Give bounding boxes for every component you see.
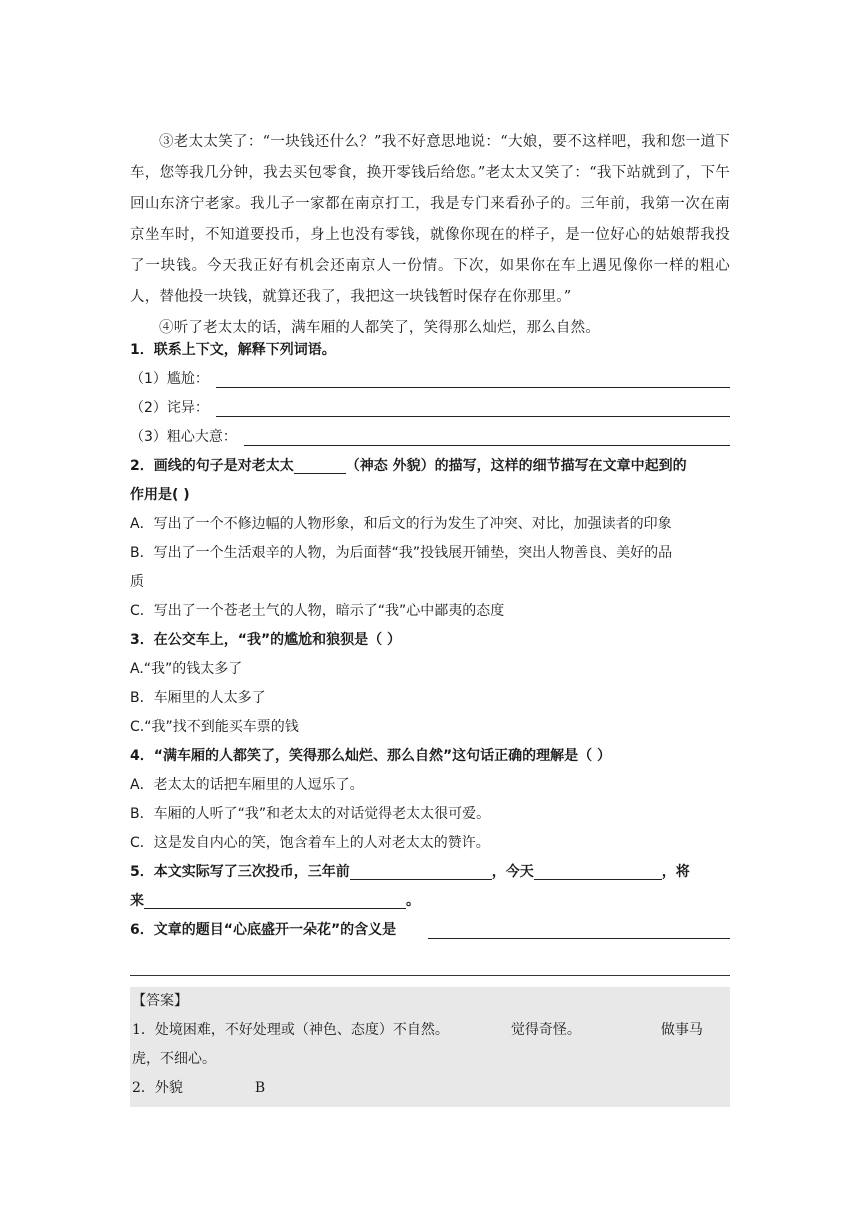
q3-option-c[interactable]: C.“我”找不到能买车票的钱 (130, 719, 299, 735)
q1-item-3 (130, 423, 730, 452)
q1-item-1-blank[interactable] (216, 387, 730, 388)
q6-blank[interactable] (428, 938, 730, 939)
answer-header: 【答案】 (132, 993, 188, 1009)
q2-blank[interactable] (294, 457, 346, 474)
answer-1-part-a: 1．处境困难，不好处理或（神色、态度）不自然。 (132, 1022, 449, 1038)
answer-line-2: 虎，不细心。 (132, 1051, 216, 1067)
q6-title-row (130, 916, 730, 945)
q4-title: 4．“满车厢的人都笑了，笑得那么灿烂、那么自然”这句话正确的理解是（ ） (130, 748, 612, 764)
answer-1-part-c: 做事马 (660, 1022, 703, 1038)
divider-line (130, 975, 730, 976)
q4-option-b[interactable]: B．车厢的人听了“我”和老太太的对话觉得老太太很可爱。 (130, 806, 491, 822)
q1-item-2-blank[interactable] (216, 416, 730, 417)
q2-option-c[interactable]: C．写出了一个苍老土气的人物，暗示了“我”心中鄙夷的态度 (130, 603, 505, 619)
q1-title: 1．联系上下文，解释下列词语。 (130, 342, 336, 358)
answer-1-part-b: 觉得奇怪。 (510, 1022, 581, 1038)
q2-option-a[interactable]: A．写出了一个不修边幅的人物形象，和后文的行为发生了冲突、对比，加强读者的印象 (130, 516, 672, 532)
answer-line-3 (130, 1074, 730, 1103)
q1-item-3-label: （3）粗心大意： (130, 429, 237, 445)
q5-blank-2[interactable] (534, 863, 662, 880)
passage (130, 127, 730, 344)
q3-title: 3．在公交车上，“我”的尴尬和狼狈是（ ） (130, 632, 402, 648)
q1-item-2-label: （2）诧异： (130, 400, 209, 416)
q4-option-a[interactable]: A．老太太的话把车厢里的人逗乐了。 (130, 777, 364, 793)
q1-item-1 (130, 365, 730, 394)
q3-option-b[interactable]: B．车厢里的人太多了 (130, 690, 266, 706)
q5-part-b: ，今天 (491, 864, 534, 880)
answer-2-part-b: B (254, 1080, 266, 1096)
q3-option-a[interactable]: A.“我”的钱太多了 (130, 661, 243, 677)
q2-title-part-a: 2．画线的句子是对老太太 (130, 458, 294, 474)
answer-2-part-a: 2．外貌 (132, 1080, 183, 1096)
q1-item-2 (130, 394, 730, 423)
q5-blank-1[interactable] (350, 863, 492, 880)
paragraph-3: ③老太太笑了：“一块钱还什么？”我不好意思地说：“大娘，要不这样吧，我和您一道下车，您等我几分钟，我去买包零食，换开零钱后给您。”老太太又笑了：“我下站就到了，下午回山东济宁老家。我儿子一家都在南京打工，我是专门来看孙子的。三年前，我第一次在南京坐车时，不知道要投币，身上也没有零钱，就像你现在的样子，是一位好心的姑娘帮我投了一块钱。今天我正好有机会还南京人一份情。下次，如果你在车上遇见像你一样的粗心人，替他投一块钱，就算还我了，我把这一块钱暂时保存在你那里。” (130, 134, 730, 305)
q2-title-line1 (130, 452, 730, 481)
paragraph-4: ④听了老太太的话，满车厢的人都笑了，笑得那么灿烂，那么自然。 (159, 320, 600, 336)
q5-line1 (130, 858, 730, 887)
questions (130, 336, 730, 945)
answer-box (130, 987, 730, 1107)
q5-part-c: ，将 (661, 864, 690, 880)
q5-part-d: 来 (130, 893, 144, 909)
q2-title-part-b: （神态 外貌）的描写，这样的细节描写在文章中起到的 (345, 458, 687, 474)
q5-blank-3[interactable] (144, 892, 406, 909)
q2-option-b-line1[interactable]: B．写出了一个生活艰辛的人物，为后面替“我”投钱展开铺垫，突出人物善良、美好的品 (130, 545, 673, 561)
q1-item-3-blank[interactable] (244, 445, 730, 446)
q2-option-b-line2[interactable]: 质 (130, 574, 144, 590)
q6-title: 6．文章的题目“心底盛开一朵花”的含义是 (130, 922, 397, 938)
q4-option-c[interactable]: C．这是发自内心的笑，饱含着车上的人对老太太的赞许。 (130, 835, 490, 851)
q5-part-a: 5．本文实际写了三次投币，三年前 (130, 864, 350, 880)
q5-part-e: 。 (406, 893, 420, 909)
q2-title-line2: 作用是( ) (130, 487, 190, 503)
q1-item-1-label: （1）尴尬： (130, 371, 209, 387)
q5-line2 (130, 887, 730, 916)
answer-line-1 (130, 1016, 730, 1045)
